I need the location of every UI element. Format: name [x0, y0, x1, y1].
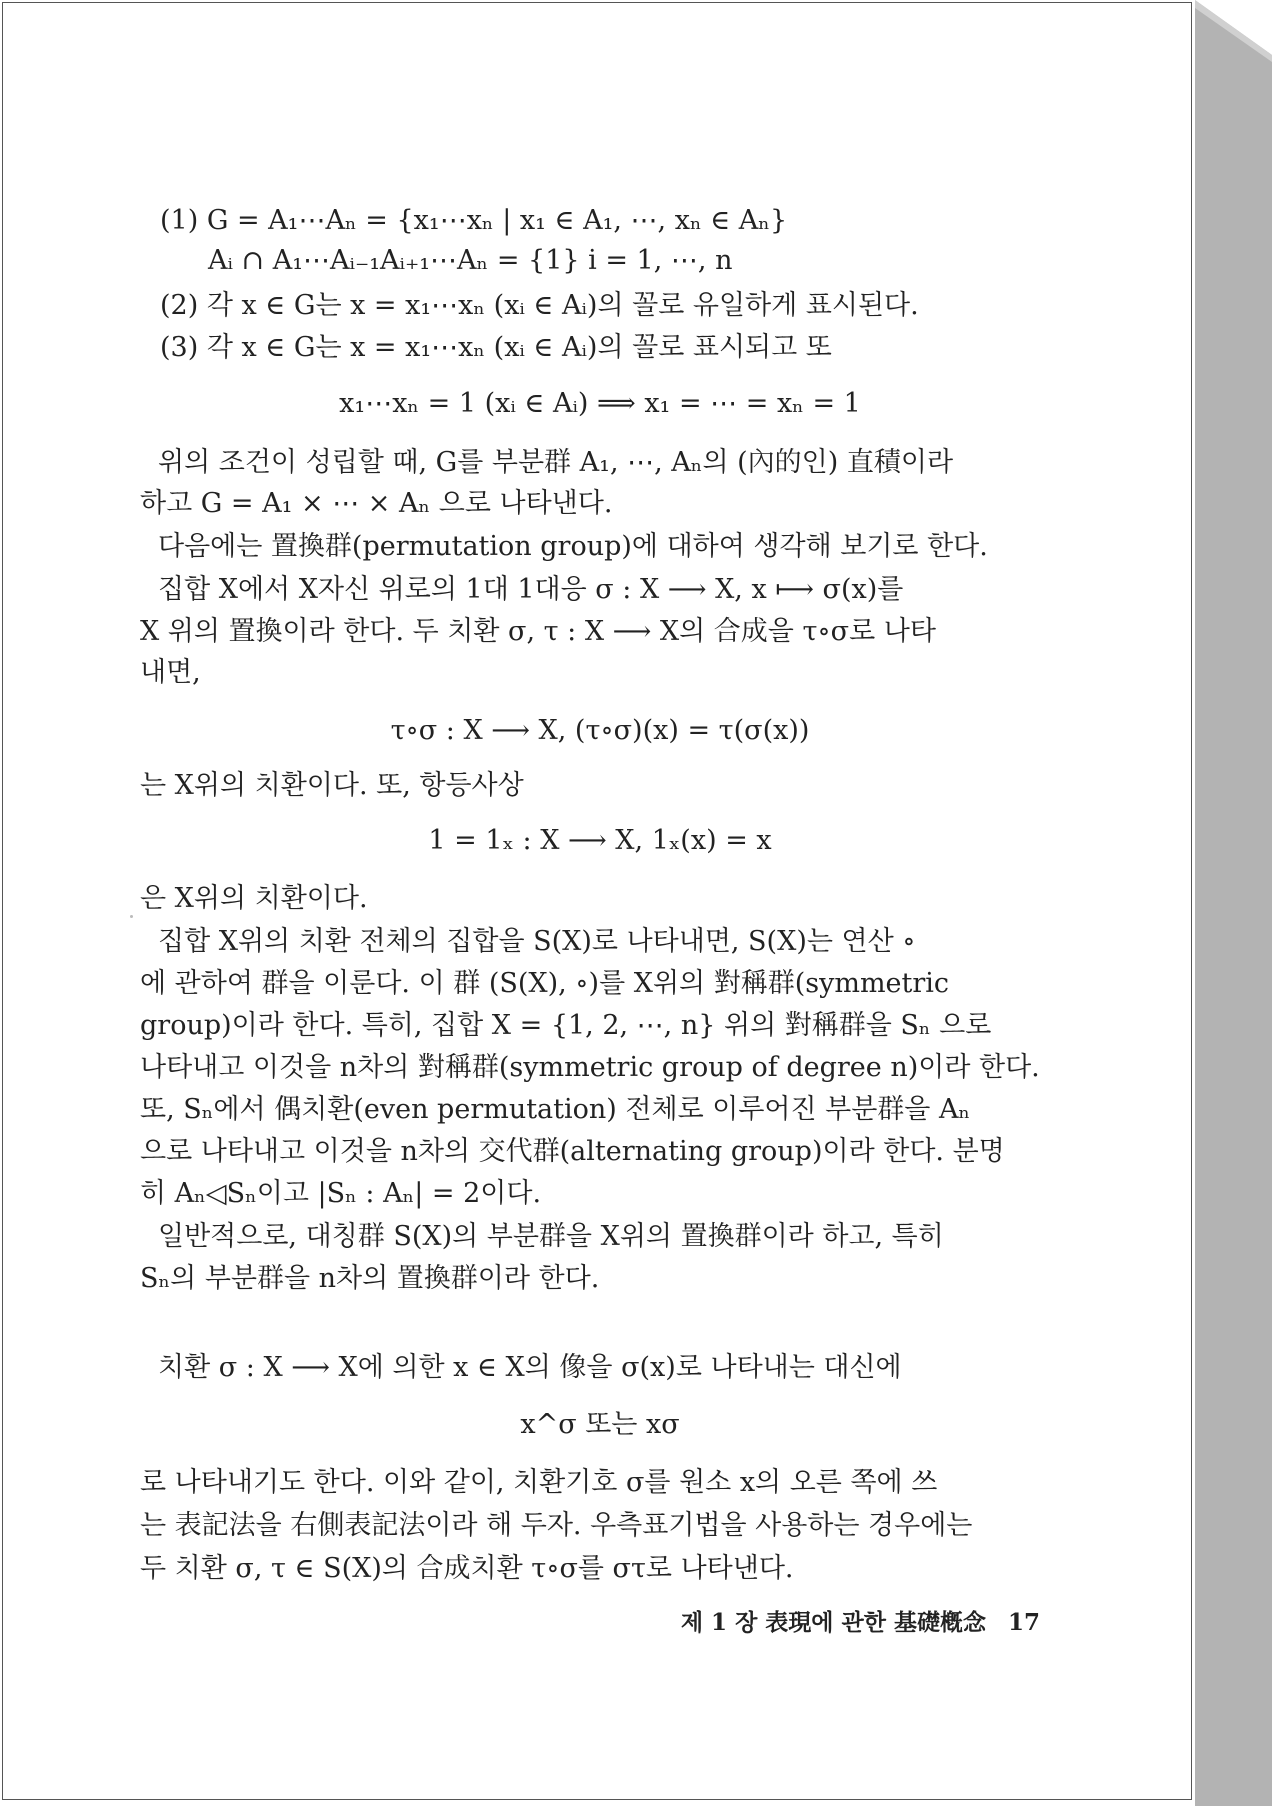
right-notation-display: x^σ 또는 xσ: [520, 1409, 680, 1440]
paragraph-line: 는 表記法을 右側表記法이라 해 두자. 우측표기법을 사용하는 경우에는: [140, 1510, 973, 1541]
page-footer: [667, 1604, 1040, 1637]
paragraph-line: 집합 X위의 치환 전체의 집합을 S(X)로 나타내면, S(X)는 연산 ∘: [158, 926, 916, 957]
paragraph-line: 히 Aₙ◁Sₙ이고 |Sₙ : Aₙ| = 2이다.: [140, 1178, 542, 1209]
speck: [130, 915, 133, 918]
paragraph-line: 두 치환 σ, τ ∈ S(X)의 合成치환 τ∘σ를 στ로 나타낸다.: [140, 1553, 794, 1584]
paragraph-line: 하고 G = A₁ × ⋯ × Aₙ 으로 나타낸다.: [140, 488, 613, 519]
composition-equation: τ∘σ : X ⟶ X, (τ∘σ)(x) = τ(σ(x)): [390, 715, 810, 746]
chapter-title: 제 1 장 表現에 관한 基礎槪念: [680, 1609, 986, 1636]
paragraph-line: 내면,: [140, 657, 201, 688]
item-2-line: (2) 각 x ∈ G는 x = x₁⋯xₙ (xᵢ ∈ Aᵢ)의 꼴로 유일하게 표시된다.: [160, 290, 919, 321]
paragraph-line: 은 X위의 치환이다.: [140, 883, 368, 914]
paragraph-line: 또, Sₙ에서 偶치환(even permutation) 전체로 이루어진 부분群을 Aₙ: [140, 1094, 971, 1125]
paragraph-line: Sₙ의 부분群을 n차의 置換群이라 한다.: [140, 1263, 600, 1294]
paragraph-line: 로 나타내기도 한다. 이와 같이, 치환기호 σ를 원소 x의 오른 쪽에 쓰: [140, 1467, 938, 1498]
paragraph-line: 나타내고 이것을 n차의 對稱群(symmetric group of degree n)이라 한다.: [140, 1052, 1040, 1083]
item-3-equation: x₁⋯xₙ = 1 (xᵢ ∈ Aᵢ) ⟹ x₁ = ⋯ = xₙ = 1: [339, 388, 861, 419]
identity-equation: 1 = 1ₓ : X ⟶ X, 1ₓ(x) = x: [428, 825, 772, 856]
paragraph-line: group)이라 한다. 특히, 집합 X = {1, 2, ⋯, n} 위의 對稱群을 Sₙ 으로: [140, 1010, 992, 1041]
paragraph-line: 위의 조건이 성립할 때, G를 부분群 A₁, ⋯, Aₙ의 (內的인) 直積이라: [158, 447, 954, 478]
paragraph-line: 치환 σ : X ⟶ X에 의한 x ∈ X의 像을 σ(x)로 나타내는 대신에: [158, 1352, 902, 1383]
paragraph-line: 으로 나타내고 이것을 n차의 交代群(alternating group)이라 한다. 분명: [140, 1136, 1005, 1167]
paragraph-line: 집합 X에서 X자신 위로의 1대 1대응 σ : X ⟶ X, x ⟼ σ(x)를: [158, 574, 904, 605]
item-1-line: (1) G = A₁⋯Aₙ = {x₁⋯xₙ | x₁ ∈ A₁, ⋯, xₙ ∈ Aₙ}: [160, 205, 788, 236]
item-1-condition: Aᵢ ∩ A₁⋯Aᵢ₋₁Aᵢ₊₁⋯Aₙ = {1} i = 1, ⋯, n: [208, 245, 733, 276]
paragraph-line: 일반적으로, 대칭群 S(X)의 부분群을 X위의 置換群이라 하고, 특히: [158, 1221, 944, 1252]
item-3-line: (3) 각 x ∈ G는 x = x₁⋯xₙ (xᵢ ∈ Aᵢ)의 꼴로 표시되고 또: [160, 332, 832, 363]
paragraph-line: 는 X위의 치환이다. 또, 항등사상: [140, 770, 524, 801]
paragraph-line: X 위의 置換이라 한다. 두 치환 σ, τ : X ⟶ X의 合成을 τ∘σ로 나타: [140, 616, 936, 647]
paragraph-line: 다음에는 置換群(permutation group)에 대하여 생각해 보기로 한다.: [158, 531, 988, 562]
page-number: 17: [1007, 1609, 1040, 1636]
page-side-shadow: [1195, 0, 1272, 1806]
paragraph-line: 에 관하여 群을 이룬다. 이 群 (S(X), ∘)를 X위의 對稱群(symmetric: [140, 968, 950, 999]
